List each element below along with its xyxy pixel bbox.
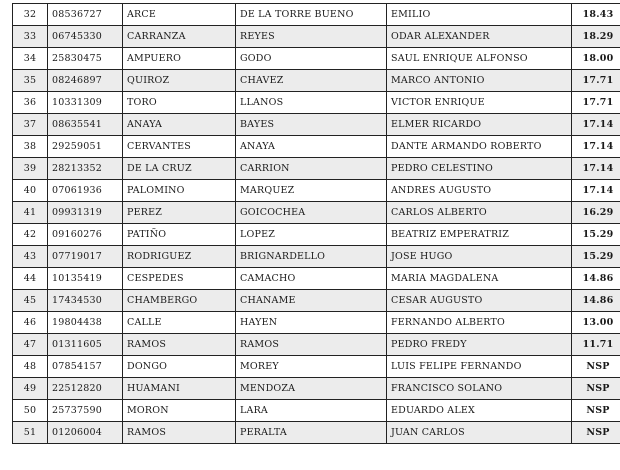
table-row: [13, 202, 620, 224]
given-names-cell: ELMER RICARDO: [387, 114, 572, 136]
table-row: [13, 312, 620, 334]
given-names-cell: PEDRO FREDY: [387, 334, 572, 356]
paternal-surname-cell: DONGO: [123, 356, 236, 378]
given-names-cell: SAUL ENRIQUE ALFONSO: [387, 48, 572, 70]
paternal-surname-cell: CESPEDES: [123, 268, 236, 290]
maternal-surname-cell: MARQUEZ: [236, 180, 387, 202]
row-number-cell: 42: [13, 224, 48, 246]
score-cell: 15.29: [572, 224, 620, 246]
maternal-surname-cell: CHAVEZ: [236, 70, 387, 92]
maternal-surname-cell: LOPEZ: [236, 224, 387, 246]
row-number-cell: 38: [13, 136, 48, 158]
given-names-cell: LUIS FELIPE FERNANDO: [387, 356, 572, 378]
paternal-surname-cell: DE LA CRUZ: [123, 158, 236, 180]
dni-cell: 10135419: [48, 268, 123, 290]
dni-cell: 19804438: [48, 312, 123, 334]
results-table: [12, 3, 620, 444]
dni-cell: 25830475: [48, 48, 123, 70]
maternal-surname-cell: BAYES: [236, 114, 387, 136]
score-cell: 17.14: [572, 180, 620, 202]
paternal-surname-cell: ARCE: [123, 4, 236, 26]
dni-cell: 28213352: [48, 158, 123, 180]
maternal-surname-cell: LARA: [236, 400, 387, 422]
score-cell: 18.00: [572, 48, 620, 70]
maternal-surname-cell: HAYEN: [236, 312, 387, 334]
score-cell: 18.29: [572, 26, 620, 48]
score-cell: 14.86: [572, 268, 620, 290]
paternal-surname-cell: PALOMINO: [123, 180, 236, 202]
maternal-surname-cell: GODO: [236, 48, 387, 70]
score-cell: 11.71: [572, 334, 620, 356]
dni-cell: 09160276: [48, 224, 123, 246]
maternal-surname-cell: MOREY: [236, 356, 387, 378]
paternal-surname-cell: CERVANTES: [123, 136, 236, 158]
score-cell: 17.14: [572, 114, 620, 136]
row-number-cell: 44: [13, 268, 48, 290]
dni-cell: 25737590: [48, 400, 123, 422]
paternal-surname-cell: QUIROZ: [123, 70, 236, 92]
score-cell: NSP: [572, 378, 620, 400]
row-number-cell: 46: [13, 312, 48, 334]
dni-cell: 07719017: [48, 246, 123, 268]
score-cell: 17.71: [572, 70, 620, 92]
maternal-surname-cell: REYES: [236, 26, 387, 48]
table-row: [13, 114, 620, 136]
given-names-cell: FERNANDO ALBERTO: [387, 312, 572, 334]
score-cell: 17.14: [572, 158, 620, 180]
paternal-surname-cell: TORO: [123, 92, 236, 114]
maternal-surname-cell: MENDOZA: [236, 378, 387, 400]
table-row: [13, 92, 620, 114]
maternal-surname-cell: BRIGNARDELLO: [236, 246, 387, 268]
score-cell: NSP: [572, 356, 620, 378]
paternal-surname-cell: RODRIGUEZ: [123, 246, 236, 268]
dni-cell: 10331309: [48, 92, 123, 114]
given-names-cell: EDUARDO ALEX: [387, 400, 572, 422]
given-names-cell: FRANCISCO SOLANO: [387, 378, 572, 400]
given-names-cell: PEDRO CELESTINO: [387, 158, 572, 180]
paternal-surname-cell: MORON: [123, 400, 236, 422]
row-number-cell: 35: [13, 70, 48, 92]
table-row: [13, 4, 620, 26]
row-number-cell: 41: [13, 202, 48, 224]
given-names-cell: CESAR AUGUSTO: [387, 290, 572, 312]
table-row: [13, 224, 620, 246]
maternal-surname-cell: GOICOCHEA: [236, 202, 387, 224]
table-row: [13, 334, 620, 356]
paternal-surname-cell: AMPUERO: [123, 48, 236, 70]
table-row: [13, 422, 620, 444]
score-cell: 13.00: [572, 312, 620, 334]
maternal-surname-cell: RAMOS: [236, 334, 387, 356]
score-cell: 17.71: [572, 92, 620, 114]
dni-cell: 08536727: [48, 4, 123, 26]
table-row: [13, 26, 620, 48]
row-number-cell: 33: [13, 26, 48, 48]
dni-cell: 08246897: [48, 70, 123, 92]
given-names-cell: EMILIO: [387, 4, 572, 26]
paternal-surname-cell: PATIÑO: [123, 224, 236, 246]
paternal-surname-cell: HUAMANI: [123, 378, 236, 400]
row-number-cell: 34: [13, 48, 48, 70]
table-row: [13, 400, 620, 422]
dni-cell: 09931319: [48, 202, 123, 224]
dni-cell: 01206004: [48, 422, 123, 444]
score-cell: NSP: [572, 400, 620, 422]
dni-cell: 07061936: [48, 180, 123, 202]
paternal-surname-cell: ANAYA: [123, 114, 236, 136]
dni-cell: 01311605: [48, 334, 123, 356]
maternal-surname-cell: PERALTA: [236, 422, 387, 444]
table-row: [13, 246, 620, 268]
row-number-cell: 43: [13, 246, 48, 268]
given-names-cell: CARLOS ALBERTO: [387, 202, 572, 224]
table-row: [13, 378, 620, 400]
paternal-surname-cell: RAMOS: [123, 334, 236, 356]
row-number-cell: 50: [13, 400, 48, 422]
row-number-cell: 45: [13, 290, 48, 312]
table-row: [13, 290, 620, 312]
dni-cell: 06745330: [48, 26, 123, 48]
given-names-cell: ANDRES AUGUSTO: [387, 180, 572, 202]
maternal-surname-cell: LLANOS: [236, 92, 387, 114]
given-names-cell: JOSE HUGO: [387, 246, 572, 268]
dni-cell: 29259051: [48, 136, 123, 158]
given-names-cell: DANTE ARMANDO ROBERTO: [387, 136, 572, 158]
dni-cell: 22512820: [48, 378, 123, 400]
paternal-surname-cell: RAMOS: [123, 422, 236, 444]
dni-cell: 07854157: [48, 356, 123, 378]
row-number-cell: 37: [13, 114, 48, 136]
maternal-surname-cell: DE LA TORRE BUENO: [236, 4, 387, 26]
score-cell: 17.14: [572, 136, 620, 158]
maternal-surname-cell: CAMACHO: [236, 268, 387, 290]
score-cell: NSP: [572, 422, 620, 444]
paternal-surname-cell: CARRANZA: [123, 26, 236, 48]
given-names-cell: VICTOR ENRIQUE: [387, 92, 572, 114]
row-number-cell: 48: [13, 356, 48, 378]
table-row: [13, 180, 620, 202]
given-names-cell: MARIA MAGDALENA: [387, 268, 572, 290]
paternal-surname-cell: PEREZ: [123, 202, 236, 224]
score-cell: 16.29: [572, 202, 620, 224]
score-cell: 15.29: [572, 246, 620, 268]
table-row: [13, 356, 620, 378]
given-names-cell: MARCO ANTONIO: [387, 70, 572, 92]
results-table-body: [13, 4, 620, 444]
row-number-cell: 47: [13, 334, 48, 356]
maternal-surname-cell: ANAYA: [236, 136, 387, 158]
paternal-surname-cell: CALLE: [123, 312, 236, 334]
paternal-surname-cell: CHAMBERGO: [123, 290, 236, 312]
maternal-surname-cell: CARRION: [236, 158, 387, 180]
dni-cell: 08635541: [48, 114, 123, 136]
row-number-cell: 49: [13, 378, 48, 400]
row-number-cell: 36: [13, 92, 48, 114]
row-number-cell: 40: [13, 180, 48, 202]
given-names-cell: JUAN CARLOS: [387, 422, 572, 444]
row-number-cell: 32: [13, 4, 48, 26]
given-names-cell: BEATRIZ EMPERATRIZ: [387, 224, 572, 246]
table-row: [13, 158, 620, 180]
table-row: [13, 70, 620, 92]
dni-cell: 17434530: [48, 290, 123, 312]
row-number-cell: 39: [13, 158, 48, 180]
given-names-cell: ODAR ALEXANDER: [387, 26, 572, 48]
score-cell: 18.43: [572, 4, 620, 26]
row-number-cell: 51: [13, 422, 48, 444]
table-row: [13, 268, 620, 290]
maternal-surname-cell: CHANAME: [236, 290, 387, 312]
score-cell: 14.86: [572, 290, 620, 312]
table-row: [13, 48, 620, 70]
table-row: [13, 136, 620, 158]
